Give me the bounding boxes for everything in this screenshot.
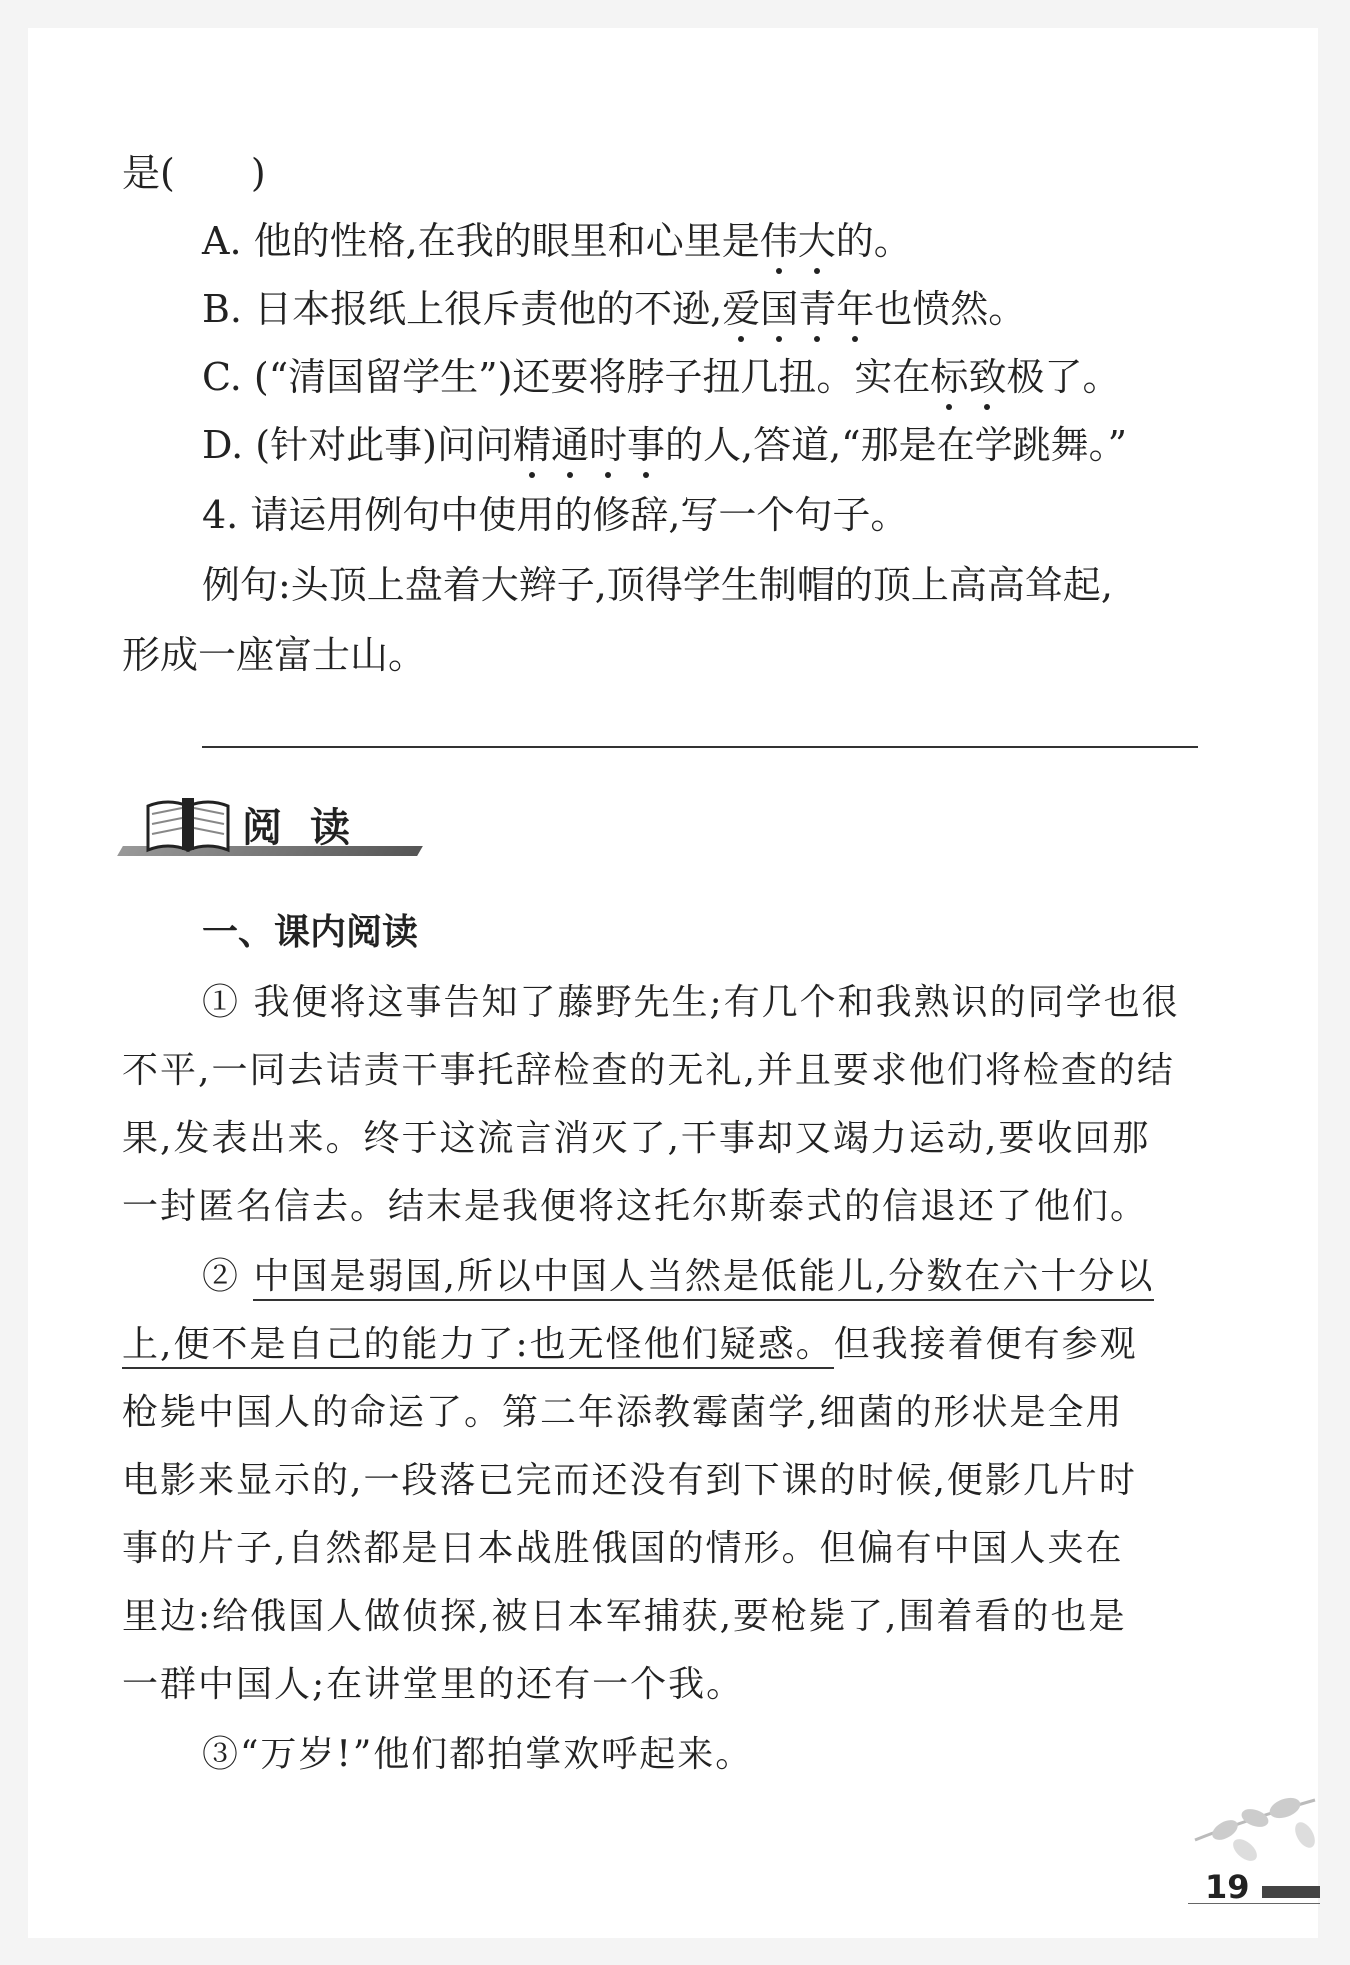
emphasis-char: 通 [551, 420, 589, 470]
passage-line: 里边:给俄国人做侦探,被日本军捕获,要枪毙了,围着看的也是 [122, 1596, 1127, 1637]
example-line-1: 例句:头顶上盘着大辫子,顶得学生制帽的顶上高高耸起, [202, 563, 1113, 607]
underlined-sentence: 中国是弱国,所以中国人当然是低能儿,分数在六十分以 [253, 1256, 1154, 1301]
option-label: B. [202, 287, 243, 331]
question-tail: 是( ) [122, 151, 266, 195]
option-text: 他的性格,在我的眼里和心里是 [253, 219, 760, 263]
emphasized-word [513, 423, 665, 467]
passage-line: 一群中国人;在讲堂里的还有一个我。 [122, 1664, 745, 1705]
example-line-2: 形成一座富士山。 [122, 633, 427, 677]
option-b [202, 284, 1026, 334]
passage-line-underlined [122, 1320, 1138, 1370]
option-label: C. [202, 355, 242, 399]
section-banner [120, 794, 430, 864]
page-number-bar [1262, 1886, 1320, 1898]
passage-text: 但我接着便有参观 [833, 1324, 1138, 1365]
emphasized-word [760, 219, 836, 263]
emphasis-char: 事 [627, 420, 665, 470]
option-label: A. [202, 219, 242, 263]
option-label: D. [202, 423, 244, 467]
emphasis-char: 伟 [760, 216, 798, 266]
passage-line: ① 我便将这事告知了藤野先生;有几个和我熟识的同学也很 [202, 982, 1180, 1023]
passage-line-underlined [202, 1252, 1154, 1302]
passage-line: 不平,一同去诘责干事托辞检查的无礼,并且要求他们将检查的结 [122, 1050, 1175, 1091]
subheading: 一、课内阅读 [202, 912, 419, 953]
section-title: 阅读 [242, 805, 378, 851]
option-c [202, 352, 1120, 402]
answer-line[interactable] [202, 746, 1198, 748]
passage-line: 一封匿名信去。结末是我便将这托尔斯泰式的信退还了他们。 [122, 1186, 1149, 1227]
emphasis-char: 国 [760, 284, 798, 334]
option-text: (“清国留学生”)还要将脖子扭几扭。实在 [253, 355, 931, 399]
paragraph-number: ② [202, 1256, 241, 1297]
open-book-icon [138, 794, 238, 854]
emphasized-word [722, 287, 874, 331]
emphasis-char: 青 [798, 284, 836, 334]
option-text: (针对此事)问问 [255, 423, 513, 467]
page-number: 19 [1205, 1868, 1250, 1906]
emphasis-char: 致 [968, 352, 1006, 402]
page-number-rule [1188, 1903, 1320, 1904]
option-text: 的。 [835, 219, 912, 263]
emphasis-char: 年 [836, 284, 874, 334]
emphasis-char: 标 [930, 352, 968, 402]
question-4: 4. 请运用例句中使用的修辞,写一个句子。 [202, 493, 909, 537]
passage-line: 事的片子,自然都是日本战胜俄国的情形。但偏有中国人夹在 [122, 1528, 1124, 1569]
passage-line: 果,发表出来。终于这流言消灭了,干事却又竭力运动,要收回那 [122, 1118, 1151, 1159]
passage-line: 电影来显示的,一段落已完而还没有到下课的时候,便影几片时 [122, 1460, 1137, 1501]
emphasis-char: 精 [513, 420, 551, 470]
underlined-sentence: 上,便不是自己的能力了:也无怪他们疑惑。 [122, 1324, 834, 1369]
leaf-decoration-icon [1185, 1780, 1325, 1880]
passage-line: 枪毙中国人的命运了。第二年添教霉菌学,细菌的形状是全用 [122, 1392, 1124, 1433]
option-d [202, 420, 1127, 470]
emphasis-char: 时 [589, 420, 627, 470]
option-a [202, 216, 912, 266]
option-text: 极了。 [1006, 355, 1121, 399]
option-text: 也愤然。 [874, 287, 1027, 331]
option-text: 日本报纸上很斥责他的不逊, [254, 287, 723, 331]
option-text: 的人,答道,“那是在学跳舞。” [665, 423, 1128, 467]
emphasized-word [930, 355, 1006, 399]
emphasis-char: 大 [798, 216, 836, 266]
emphasis-char: 爱 [722, 284, 760, 334]
passage-line: ③“万岁!”他们都拍掌欢呼起来。 [202, 1734, 754, 1775]
